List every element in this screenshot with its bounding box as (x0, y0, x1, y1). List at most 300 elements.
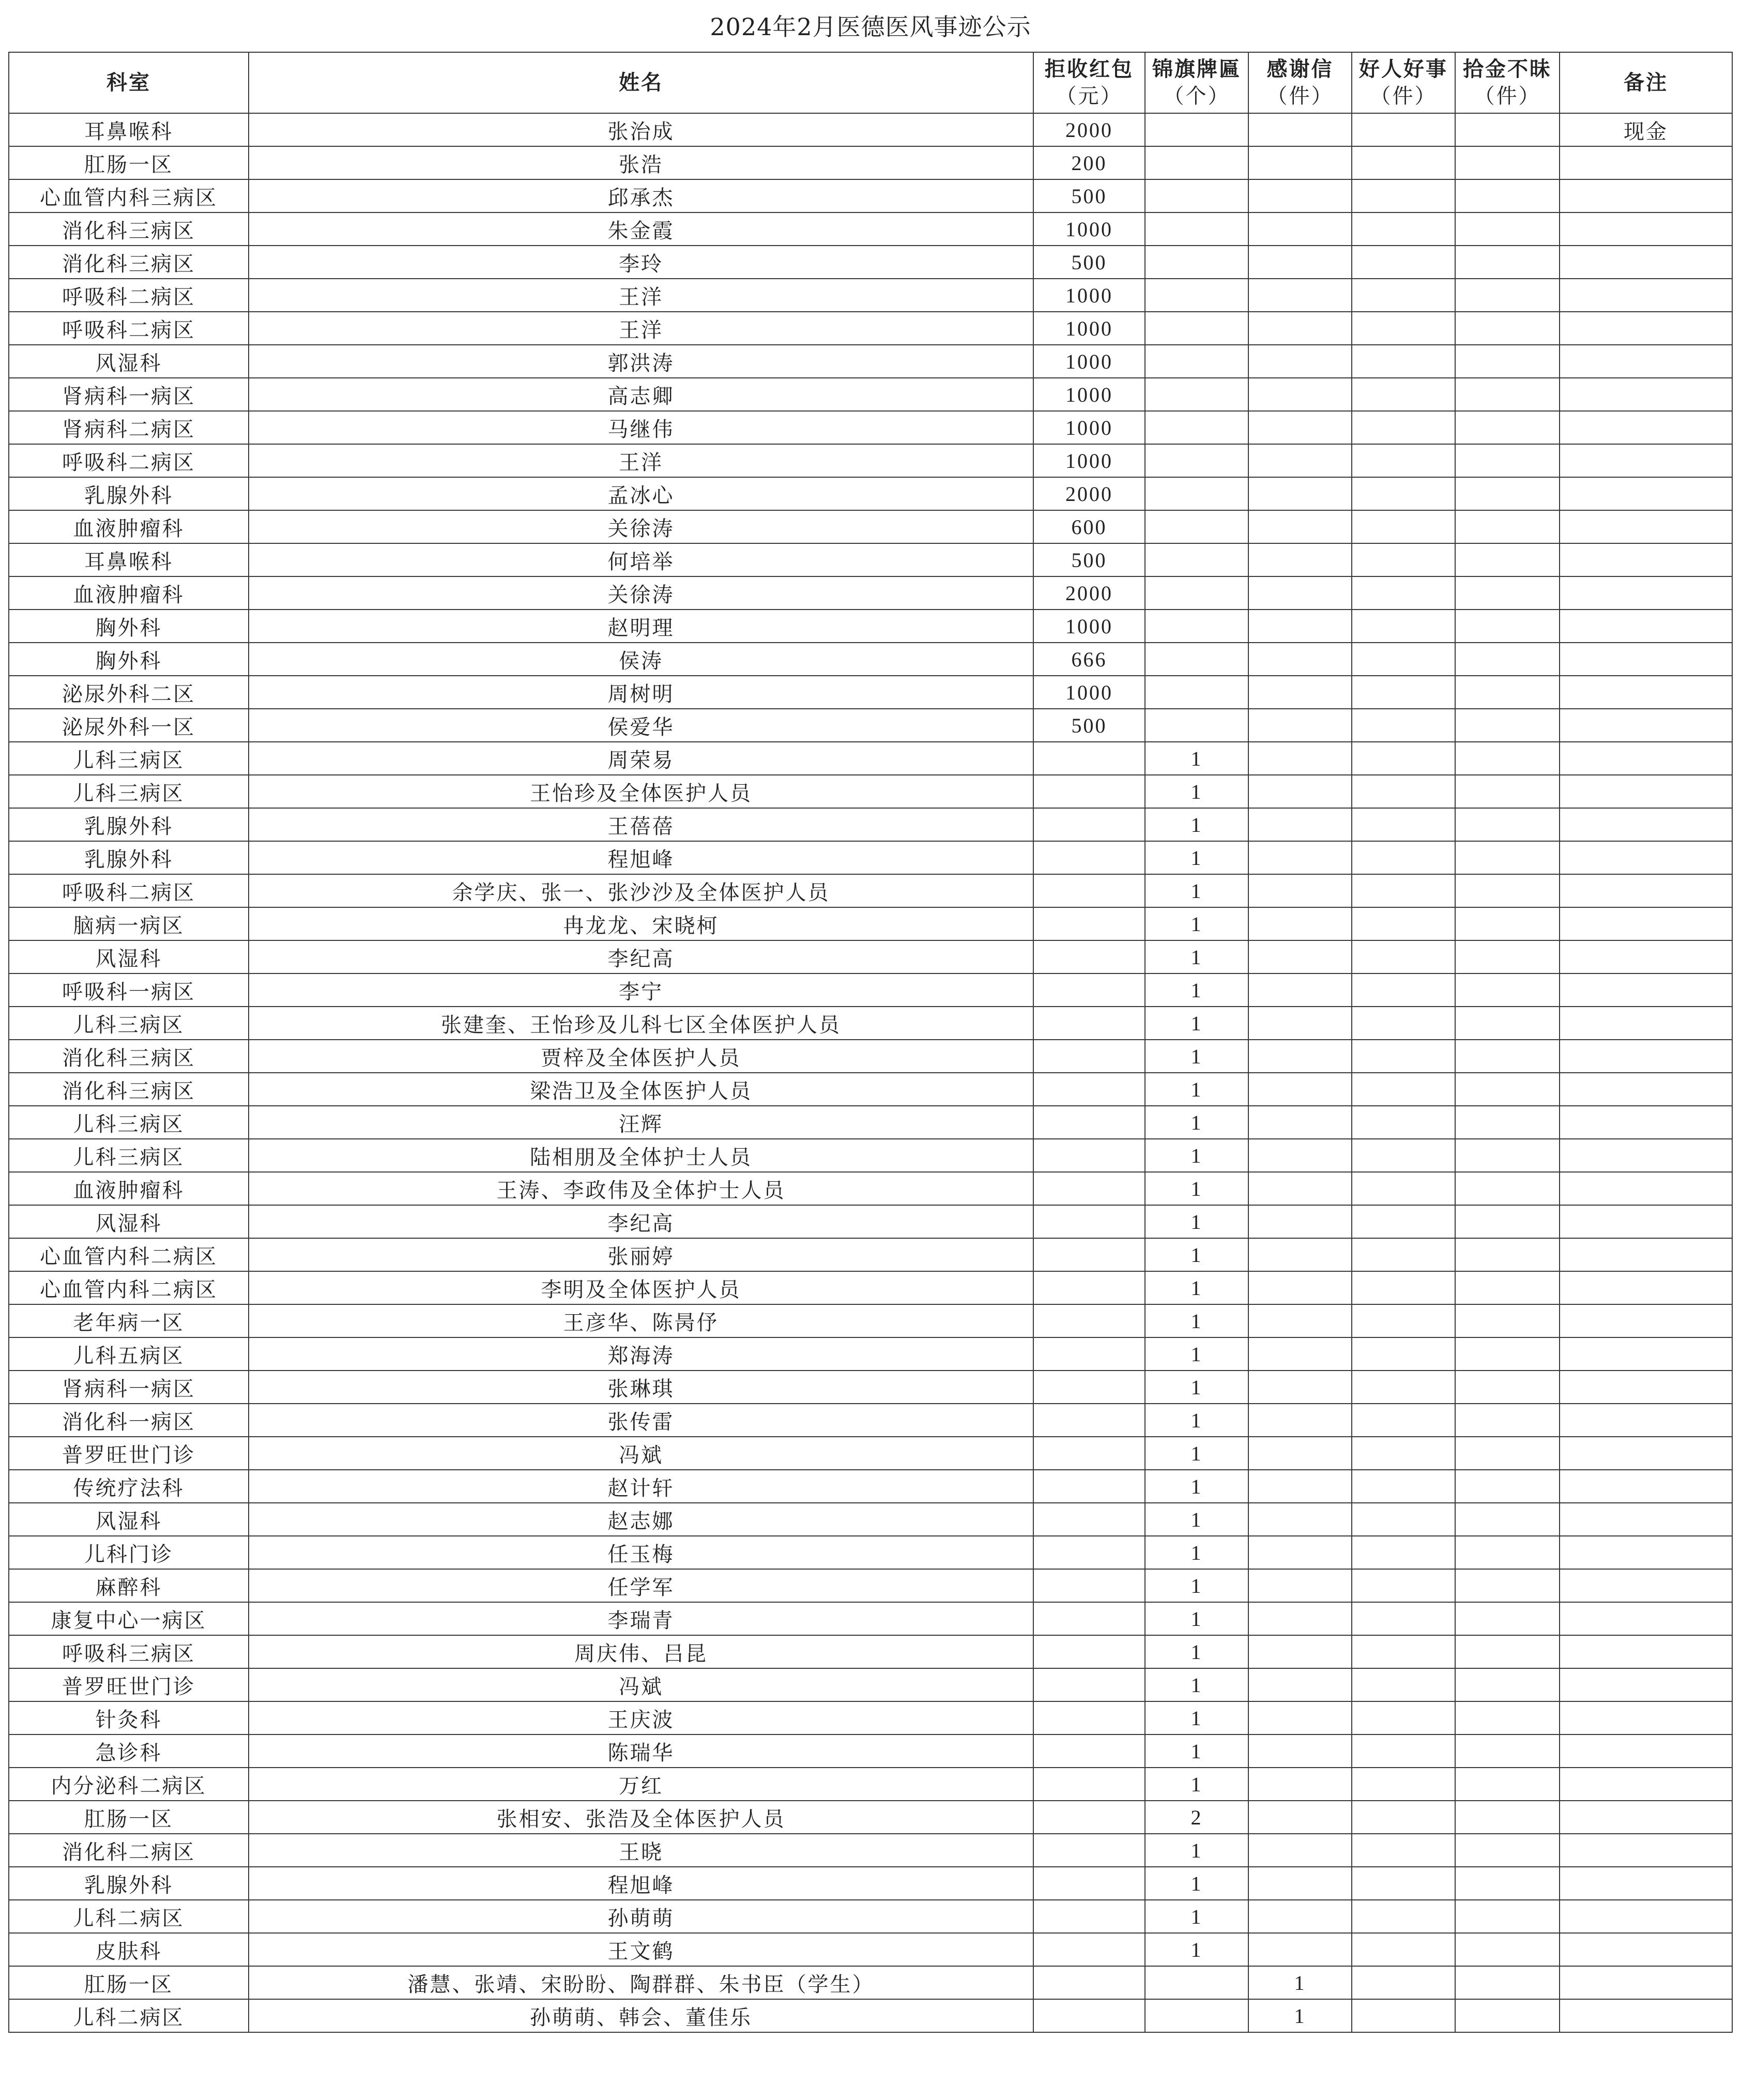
name-cell: 程旭峰 (249, 1867, 1033, 1900)
dept-cell: 脑病一病区 (9, 907, 249, 940)
banner-count-cell (1145, 576, 1248, 610)
name-cell: 关徐涛 (249, 510, 1033, 543)
remark-cell (1560, 1106, 1732, 1139)
remark-cell (1560, 212, 1732, 246)
returned-property-cell (1455, 1371, 1560, 1404)
name-cell: 孙萌萌、韩会、董佳乐 (249, 1999, 1033, 2032)
remark-cell (1560, 742, 1732, 775)
banner-count-cell: 1 (1145, 775, 1248, 808)
banner-count-cell: 1 (1145, 1371, 1248, 1404)
good-deeds-cell (1352, 1701, 1455, 1734)
good-deeds-cell (1352, 709, 1455, 742)
header-row (9, 52, 1732, 113)
good-deeds-cell (1352, 1404, 1455, 1437)
good-deeds-cell (1352, 279, 1455, 312)
good-deeds-cell (1352, 1834, 1455, 1867)
returned-property-cell (1455, 411, 1560, 444)
refuse-amount-cell (1033, 1867, 1145, 1900)
dept-cell: 耳鼻喉科 (9, 113, 249, 146)
good-deeds-cell (1352, 1602, 1455, 1635)
thanks-count-cell (1248, 1635, 1352, 1668)
dept-cell: 乳腺外科 (9, 841, 249, 874)
refuse-amount-cell (1033, 1172, 1145, 1205)
good-deeds-cell (1352, 146, 1455, 179)
dept-cell: 儿科五病区 (9, 1337, 249, 1371)
table-row (9, 1304, 1732, 1337)
returned-property-cell (1455, 1635, 1560, 1668)
remark-cell (1560, 1834, 1732, 1867)
returned-property-cell (1455, 477, 1560, 510)
remark-cell (1560, 1569, 1732, 1602)
banner-count-cell (1145, 345, 1248, 378)
dept-cell: 普罗旺世门诊 (9, 1437, 249, 1470)
good-deeds-cell (1352, 1768, 1455, 1801)
returned-property-cell (1455, 1999, 1560, 2032)
banner-count-cell: 1 (1145, 907, 1248, 940)
thanks-count-cell (1248, 874, 1352, 907)
good-deeds-cell (1352, 775, 1455, 808)
returned-property-cell (1455, 940, 1560, 973)
good-deeds-cell (1352, 742, 1455, 775)
refuse-amount-cell (1033, 1007, 1145, 1040)
name-cell: 张琳琪 (249, 1371, 1033, 1404)
returned-property-cell (1455, 1073, 1560, 1106)
dept-cell: 呼吸科一病区 (9, 973, 249, 1007)
dept-cell: 儿科三病区 (9, 1139, 249, 1172)
good-deeds-cell (1352, 576, 1455, 610)
remark-cell (1560, 146, 1732, 179)
dept-cell: 心血管内科三病区 (9, 179, 249, 212)
remark-cell (1560, 1503, 1732, 1536)
name-cell: 赵志娜 (249, 1503, 1033, 1536)
thanks-count-cell (1248, 510, 1352, 543)
returned-property-cell (1455, 1503, 1560, 1536)
good-deeds-cell (1352, 543, 1455, 576)
table-row (9, 808, 1732, 841)
banner-count-cell: 1 (1145, 1900, 1248, 1933)
table-row (9, 212, 1732, 246)
name-cell: 贾梓及全体医护人员 (249, 1040, 1033, 1073)
remark-cell (1560, 378, 1732, 411)
remark-cell (1560, 1734, 1732, 1768)
remark-cell (1560, 246, 1732, 279)
dept-cell: 老年病一区 (9, 1304, 249, 1337)
table-row (9, 312, 1732, 345)
name-cell: 陈瑞华 (249, 1734, 1033, 1768)
name-cell: 郭洪涛 (249, 345, 1033, 378)
table-row (9, 1470, 1732, 1503)
remark-cell (1560, 1867, 1732, 1900)
thanks-count-cell (1248, 444, 1352, 477)
thanks-count-cell (1248, 610, 1352, 643)
thanks-count-cell (1248, 973, 1352, 1007)
name-cell: 王怡珍及全体医护人员 (249, 775, 1033, 808)
table-body (9, 113, 1732, 2032)
remark-cell (1560, 1933, 1732, 1966)
table-row (9, 543, 1732, 576)
refuse-amount-cell (1033, 1503, 1145, 1536)
table-row (9, 1602, 1732, 1635)
refuse-amount-cell (1033, 1966, 1145, 1999)
refuse-amount-cell: 1000 (1033, 610, 1145, 643)
header-remark: 备注 (1560, 52, 1732, 113)
name-cell: 孙萌萌 (249, 1900, 1033, 1933)
header-refuse-red-envelope (1033, 52, 1145, 113)
dept-cell: 呼吸科二病区 (9, 874, 249, 907)
good-deeds-cell (1352, 1073, 1455, 1106)
banner-count-cell: 1 (1145, 1437, 1248, 1470)
refuse-amount-cell (1033, 1801, 1145, 1834)
remark-cell (1560, 543, 1732, 576)
thanks-count-cell (1248, 676, 1352, 709)
thanks-count-cell (1248, 113, 1352, 146)
name-cell: 王涛、李政伟及全体护士人员 (249, 1172, 1033, 1205)
table-row (9, 1337, 1732, 1371)
table-row (9, 1040, 1732, 1073)
good-deeds-cell (1352, 1106, 1455, 1139)
dept-cell: 肛肠一区 (9, 146, 249, 179)
dept-cell: 心血管内科二病区 (9, 1238, 249, 1271)
name-cell: 王文鹤 (249, 1933, 1033, 1966)
name-cell: 李瑞青 (249, 1602, 1033, 1635)
dept-cell: 血液肿瘤科 (9, 1172, 249, 1205)
remark-cell (1560, 1900, 1732, 1933)
refuse-amount-cell (1033, 1304, 1145, 1337)
header-name: 姓名 (249, 52, 1033, 113)
thanks-count-cell (1248, 212, 1352, 246)
table-row (9, 1536, 1732, 1569)
banner-count-cell: 1 (1145, 1172, 1248, 1205)
good-deeds-cell (1352, 676, 1455, 709)
table-row (9, 510, 1732, 543)
remark-cell (1560, 841, 1732, 874)
refuse-amount-cell: 1000 (1033, 378, 1145, 411)
remark-cell: 现金 (1560, 113, 1732, 146)
banner-count-cell: 1 (1145, 1073, 1248, 1106)
banner-count-cell: 1 (1145, 1337, 1248, 1371)
good-deeds-cell (1352, 246, 1455, 279)
remark-cell (1560, 1668, 1732, 1701)
dept-cell: 麻醉科 (9, 1569, 249, 1602)
refuse-amount-cell (1033, 1900, 1145, 1933)
dept-cell: 泌尿外科二区 (9, 676, 249, 709)
banner-count-cell: 1 (1145, 1404, 1248, 1437)
good-deeds-cell (1352, 1734, 1455, 1768)
header-good-unit: （件） (1370, 84, 1437, 108)
returned-property-cell (1455, 1106, 1560, 1139)
banner-count-cell (1145, 246, 1248, 279)
remark-cell (1560, 1304, 1732, 1337)
dept-cell: 肛肠一区 (9, 1966, 249, 1999)
refuse-amount-cell (1033, 1470, 1145, 1503)
returned-property-cell (1455, 874, 1560, 907)
good-deeds-cell (1352, 212, 1455, 246)
returned-property-cell (1455, 1007, 1560, 1040)
dept-cell: 儿科三病区 (9, 775, 249, 808)
thanks-count-cell (1248, 378, 1352, 411)
remark-cell (1560, 1768, 1732, 1801)
good-deeds-cell (1352, 444, 1455, 477)
good-deeds-cell (1352, 973, 1455, 1007)
table-row (9, 676, 1732, 709)
banner-count-cell (1145, 510, 1248, 543)
banner-count-cell (1145, 312, 1248, 345)
dept-cell: 儿科门诊 (9, 1536, 249, 1569)
dept-cell: 针灸科 (9, 1701, 249, 1734)
dept-cell: 胸外科 (9, 610, 249, 643)
refuse-amount-cell: 1000 (1033, 411, 1145, 444)
dept-cell: 消化科三病区 (9, 1073, 249, 1106)
remark-cell (1560, 1337, 1732, 1371)
name-cell: 张建奎、王怡珍及儿科七区全体医护人员 (249, 1007, 1033, 1040)
banner-count-cell: 1 (1145, 1503, 1248, 1536)
dept-cell: 风湿科 (9, 940, 249, 973)
refuse-amount-cell (1033, 1668, 1145, 1701)
banner-count-cell (1145, 279, 1248, 312)
thanks-count-cell (1248, 1734, 1352, 1768)
banner-count-cell: 1 (1145, 940, 1248, 973)
good-deeds-cell (1352, 1337, 1455, 1371)
banner-count-cell (1145, 146, 1248, 179)
name-cell: 李宁 (249, 973, 1033, 1007)
thanks-count-cell (1248, 1205, 1352, 1238)
name-cell: 何培举 (249, 543, 1033, 576)
refuse-amount-cell (1033, 1701, 1145, 1734)
header-banner-title: 锦旗牌匾 (1152, 57, 1241, 81)
dept-cell: 血液肿瘤科 (9, 576, 249, 610)
banner-count-cell (1145, 411, 1248, 444)
refuse-amount-cell (1033, 1238, 1145, 1271)
banner-count-cell: 1 (1145, 1271, 1248, 1304)
thanks-count-cell (1248, 279, 1352, 312)
refuse-amount-cell (1033, 1073, 1145, 1106)
header-found-unit: （件） (1474, 84, 1541, 108)
name-cell: 冯斌 (249, 1668, 1033, 1701)
table-row (9, 1569, 1732, 1602)
dept-cell: 风湿科 (9, 1503, 249, 1536)
banner-count-cell: 1 (1145, 1106, 1248, 1139)
returned-property-cell (1455, 212, 1560, 246)
header-refuse-title: 拒收红包 (1045, 57, 1134, 81)
good-deeds-cell (1352, 312, 1455, 345)
header-good-deeds (1352, 52, 1455, 113)
refuse-amount-cell (1033, 940, 1145, 973)
good-deeds-cell (1352, 940, 1455, 973)
refuse-amount-cell: 1000 (1033, 345, 1145, 378)
returned-property-cell (1455, 676, 1560, 709)
remark-cell (1560, 775, 1732, 808)
header-good-title: 好人好事 (1359, 57, 1448, 81)
banner-count-cell: 1 (1145, 1238, 1248, 1271)
header-banner (1145, 52, 1248, 113)
thanks-count-cell (1248, 1602, 1352, 1635)
returned-property-cell (1455, 1668, 1560, 1701)
remark-cell (1560, 1602, 1732, 1635)
good-deeds-cell (1352, 1007, 1455, 1040)
thanks-count-cell (1248, 1304, 1352, 1337)
remark-cell (1560, 808, 1732, 841)
thanks-count-cell (1248, 146, 1352, 179)
name-cell: 朱金霞 (249, 212, 1033, 246)
returned-property-cell (1455, 1801, 1560, 1834)
remark-cell (1560, 643, 1732, 676)
remark-cell (1560, 1701, 1732, 1734)
table-row (9, 1701, 1732, 1734)
name-cell: 侯涛 (249, 643, 1033, 676)
refuse-amount-cell (1033, 1271, 1145, 1304)
banner-count-cell: 1 (1145, 1834, 1248, 1867)
returned-property-cell (1455, 444, 1560, 477)
thanks-count-cell (1248, 1536, 1352, 1569)
dept-cell: 消化科三病区 (9, 246, 249, 279)
good-deeds-cell (1352, 1536, 1455, 1569)
name-cell: 汪辉 (249, 1106, 1033, 1139)
header-thanks-letter (1248, 52, 1352, 113)
thanks-count-cell (1248, 1437, 1352, 1470)
dept-cell: 呼吸科二病区 (9, 444, 249, 477)
thanks-count-cell (1248, 1668, 1352, 1701)
good-deeds-cell (1352, 1933, 1455, 1966)
dept-cell: 肾病科一病区 (9, 1371, 249, 1404)
name-cell: 赵计轩 (249, 1470, 1033, 1503)
table-row (9, 378, 1732, 411)
good-deeds-cell (1352, 1304, 1455, 1337)
banner-count-cell (1145, 212, 1248, 246)
banner-count-cell: 1 (1145, 1867, 1248, 1900)
name-cell: 赵明理 (249, 610, 1033, 643)
returned-property-cell (1455, 841, 1560, 874)
thanks-count-cell: 1 (1248, 1966, 1352, 1999)
banner-count-cell: 1 (1145, 742, 1248, 775)
remark-cell (1560, 1238, 1732, 1271)
table-row (9, 841, 1732, 874)
table-row (9, 709, 1732, 742)
remark-cell (1560, 940, 1732, 973)
refuse-amount-cell: 2000 (1033, 477, 1145, 510)
name-cell: 万红 (249, 1768, 1033, 1801)
name-cell: 张治成 (249, 113, 1033, 146)
banner-count-cell (1145, 1966, 1248, 1999)
name-cell: 冯斌 (249, 1437, 1033, 1470)
name-cell: 王庆波 (249, 1701, 1033, 1734)
table-row (9, 1271, 1732, 1304)
remark-cell (1560, 345, 1732, 378)
header-thanks-title: 感谢信 (1266, 57, 1334, 81)
returned-property-cell (1455, 742, 1560, 775)
refuse-amount-cell: 600 (1033, 510, 1145, 543)
remark-cell (1560, 1271, 1732, 1304)
good-deeds-cell (1352, 378, 1455, 411)
name-cell: 李明及全体医护人员 (249, 1271, 1033, 1304)
table-row (9, 874, 1732, 907)
banner-count-cell (1145, 543, 1248, 576)
table-row (9, 1007, 1732, 1040)
table-row (9, 411, 1732, 444)
name-cell: 孟冰心 (249, 477, 1033, 510)
refuse-amount-cell: 200 (1033, 146, 1145, 179)
name-cell: 李玲 (249, 246, 1033, 279)
returned-property-cell (1455, 1602, 1560, 1635)
refuse-amount-cell (1033, 1768, 1145, 1801)
refuse-amount-cell: 1000 (1033, 444, 1145, 477)
good-deeds-cell (1352, 841, 1455, 874)
table-row (9, 345, 1732, 378)
banner-count-cell: 1 (1145, 973, 1248, 1007)
dept-cell: 呼吸科二病区 (9, 312, 249, 345)
name-cell: 王晓 (249, 1834, 1033, 1867)
dept-cell: 风湿科 (9, 1205, 249, 1238)
dept-cell: 儿科三病区 (9, 1007, 249, 1040)
publicity-table (8, 52, 1733, 2033)
remark-cell (1560, 1205, 1732, 1238)
good-deeds-cell (1352, 179, 1455, 212)
thanks-count-cell (1248, 1007, 1352, 1040)
returned-property-cell (1455, 1470, 1560, 1503)
good-deeds-cell (1352, 1437, 1455, 1470)
name-cell: 马继伟 (249, 411, 1033, 444)
remark-cell (1560, 1172, 1732, 1205)
thanks-count-cell (1248, 1569, 1352, 1602)
remark-cell (1560, 1966, 1732, 1999)
header-dept: 科室 (9, 52, 249, 113)
thanks-count-cell (1248, 1801, 1352, 1834)
name-cell: 张传雷 (249, 1404, 1033, 1437)
header-returned-property (1455, 52, 1560, 113)
refuse-amount-cell (1033, 973, 1145, 1007)
returned-property-cell (1455, 1900, 1560, 1933)
banner-count-cell: 1 (1145, 1205, 1248, 1238)
refuse-amount-cell (1033, 1999, 1145, 2032)
remark-cell (1560, 510, 1732, 543)
good-deeds-cell (1352, 477, 1455, 510)
dept-cell: 肾病科二病区 (9, 411, 249, 444)
dept-cell: 消化科一病区 (9, 1404, 249, 1437)
refuse-amount-cell (1033, 1602, 1145, 1635)
remark-cell (1560, 973, 1732, 1007)
name-cell: 任玉梅 (249, 1536, 1033, 1569)
refuse-amount-cell (1033, 742, 1145, 775)
thanks-count-cell (1248, 246, 1352, 279)
name-cell: 李纪高 (249, 940, 1033, 973)
thanks-count-cell (1248, 1834, 1352, 1867)
returned-property-cell (1455, 378, 1560, 411)
returned-property-cell (1455, 1834, 1560, 1867)
remark-cell (1560, 279, 1732, 312)
returned-property-cell (1455, 1734, 1560, 1768)
table-row (9, 179, 1732, 212)
table-row (9, 1139, 1732, 1172)
banner-count-cell: 1 (1145, 1007, 1248, 1040)
banner-count-cell (1145, 444, 1248, 477)
returned-property-cell (1455, 1404, 1560, 1437)
dept-cell: 乳腺外科 (9, 477, 249, 510)
good-deeds-cell (1352, 1238, 1455, 1271)
thanks-count-cell (1248, 1503, 1352, 1536)
remark-cell (1560, 1635, 1732, 1668)
returned-property-cell (1455, 179, 1560, 212)
dept-cell: 乳腺外科 (9, 808, 249, 841)
good-deeds-cell (1352, 1040, 1455, 1073)
dept-cell: 胸外科 (9, 643, 249, 676)
dept-cell: 消化科三病区 (9, 212, 249, 246)
refuse-amount-cell (1033, 1933, 1145, 1966)
good-deeds-cell (1352, 1205, 1455, 1238)
good-deeds-cell (1352, 1900, 1455, 1933)
thanks-count-cell (1248, 808, 1352, 841)
name-cell: 高志卿 (249, 378, 1033, 411)
returned-property-cell (1455, 1205, 1560, 1238)
dept-cell: 耳鼻喉科 (9, 543, 249, 576)
